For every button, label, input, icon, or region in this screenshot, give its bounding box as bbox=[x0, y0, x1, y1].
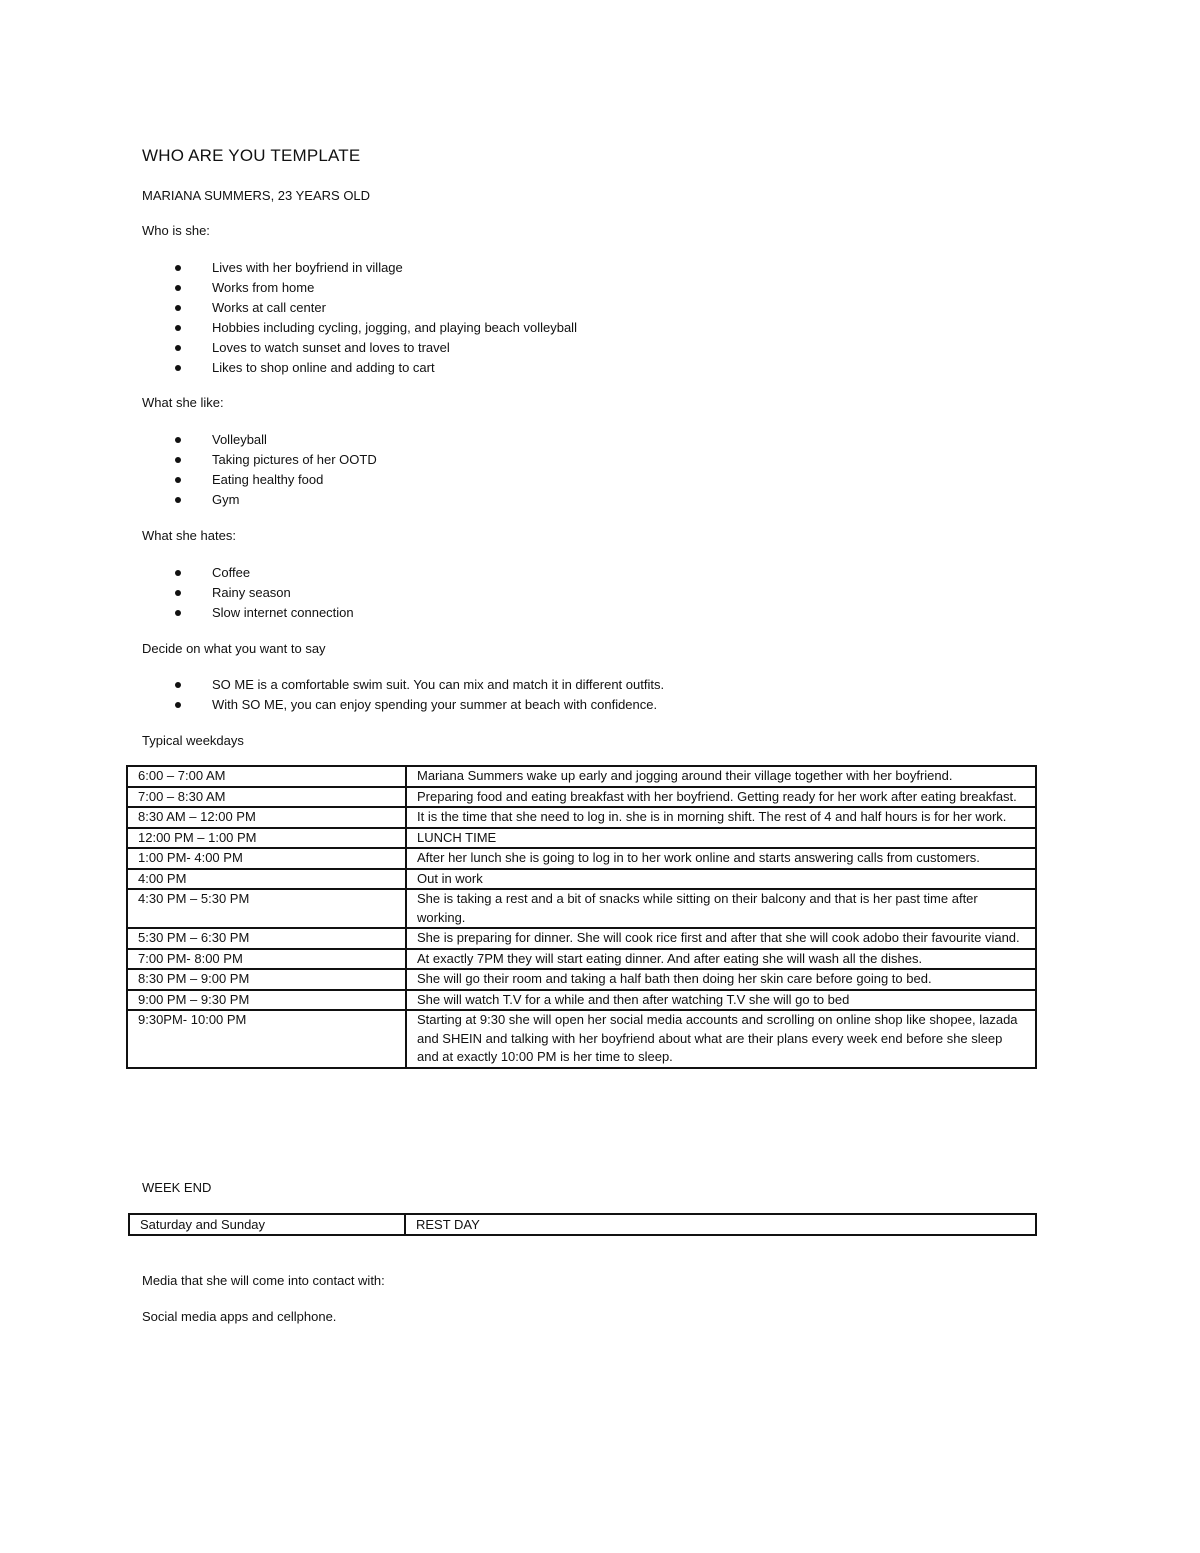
weekday-schedule-table bbox=[126, 765, 1037, 1069]
what-she-like-list bbox=[142, 430, 377, 510]
table-row bbox=[127, 969, 1036, 990]
table-row bbox=[127, 1010, 1036, 1068]
document-title: WHO ARE YOU TEMPLATE bbox=[142, 146, 361, 165]
bullet-icon bbox=[175, 265, 181, 271]
list-item: Eating healthy food bbox=[142, 470, 377, 490]
activity-cell: Out in work bbox=[406, 869, 1036, 890]
section-heading-who-is-she: Who is she: bbox=[142, 223, 210, 238]
bullet-icon bbox=[175, 477, 181, 483]
time-cell: 8:30 AM – 12:00 PM bbox=[127, 807, 406, 828]
list-item: Volleyball bbox=[142, 430, 377, 450]
what-to-say-list bbox=[142, 675, 664, 715]
bullet-icon bbox=[175, 345, 181, 351]
table-row bbox=[127, 787, 1036, 808]
list-item: Slow internet connection bbox=[142, 603, 354, 623]
list-item: Lives with her boyfriend in village bbox=[142, 258, 577, 278]
weekend-heading: WEEK END bbox=[142, 1180, 212, 1195]
activity-cell: Mariana Summers wake up early and jogging around their village together with her boyfriend. bbox=[406, 766, 1036, 787]
table-row bbox=[127, 766, 1036, 787]
time-cell: 4:00 PM bbox=[127, 869, 406, 890]
activity-cell: She is preparing for dinner. She will cook rice first and after that she will cook adobo their favourite viand. bbox=[406, 928, 1036, 949]
list-item: Taking pictures of her OOTD bbox=[142, 450, 377, 470]
weekend-schedule-table bbox=[128, 1213, 1037, 1236]
activity-cell: Starting at 9:30 she will open her social media accounts and scrolling on online shop like shopee, lazada and SHEIN and talking with her boyfriend about what are their plans every week end before she sleep and at exactly 10:00 PM is her time to sleep. bbox=[406, 1010, 1036, 1068]
list-item: Rainy season bbox=[142, 583, 354, 603]
list-item: Hobbies including cycling, jogging, and playing beach volleyball bbox=[142, 318, 577, 338]
section-heading-what-she-like: What she like: bbox=[142, 395, 224, 410]
activity-cell: She is taking a rest and a bit of snacks while sitting on their balcony and that is her past time after working. bbox=[406, 889, 1036, 928]
time-cell: 9:00 PM – 9:30 PM bbox=[127, 990, 406, 1011]
activity-cell: She will go their room and taking a half bath then doing her skin care before going to bed. bbox=[406, 969, 1036, 990]
table-row bbox=[127, 828, 1036, 849]
table-row bbox=[127, 990, 1036, 1011]
table-row bbox=[127, 848, 1036, 869]
bullet-icon bbox=[175, 702, 181, 708]
bullet-icon bbox=[175, 610, 181, 616]
list-item: With SO ME, you can enjoy spending your summer at beach with confidence. bbox=[142, 695, 664, 715]
time-cell: 9:30PM- 10:00 PM bbox=[127, 1010, 406, 1068]
activity-cell: She will watch T.V for a while and then after watching T.V she will go to bed bbox=[406, 990, 1036, 1011]
weekdays-heading: Typical weekdays bbox=[142, 733, 244, 748]
section-heading-what-to-say: Decide on what you want to say bbox=[142, 641, 326, 656]
time-cell: 1:00 PM- 4:00 PM bbox=[127, 848, 406, 869]
media-heading: Media that she will come into contact with: bbox=[142, 1273, 385, 1288]
bullet-icon bbox=[175, 325, 181, 331]
activity-cell: It is the time that she need to log in. she is in morning shift. The rest of 4 and half hours is for her work. bbox=[406, 807, 1036, 828]
list-item: Works at call center bbox=[142, 298, 577, 318]
time-cell: 8:30 PM – 9:00 PM bbox=[127, 969, 406, 990]
list-item: Gym bbox=[142, 490, 377, 510]
bullet-icon bbox=[175, 682, 181, 688]
time-cell: 12:00 PM – 1:00 PM bbox=[127, 828, 406, 849]
bullet-icon bbox=[175, 457, 181, 463]
bullet-icon bbox=[175, 437, 181, 443]
activity-cell: Preparing food and eating breakfast with her boyfriend. Getting ready for her work after eating breakfast. bbox=[406, 787, 1036, 808]
bullet-icon bbox=[175, 365, 181, 371]
time-cell: 4:30 PM – 5:30 PM bbox=[127, 889, 406, 928]
activity-cell: LUNCH TIME bbox=[406, 828, 1036, 849]
activity-cell: REST DAY bbox=[405, 1214, 1036, 1235]
list-item: Coffee bbox=[142, 563, 354, 583]
bullet-icon bbox=[175, 590, 181, 596]
bullet-icon bbox=[175, 497, 181, 503]
table-row bbox=[127, 807, 1036, 828]
persona-name-age: MARIANA SUMMERS, 23 YEARS OLD bbox=[142, 188, 371, 203]
bullet-icon bbox=[175, 305, 181, 311]
media-text: Social media apps and cellphone. bbox=[142, 1309, 337, 1324]
bullet-icon bbox=[175, 570, 181, 576]
table-row bbox=[127, 889, 1036, 928]
time-cell: 7:00 PM- 8:00 PM bbox=[127, 949, 406, 970]
list-item: SO ME is a comfortable swim suit. You can mix and match it in different outfits. bbox=[142, 675, 664, 695]
list-item: Loves to watch sunset and loves to travel bbox=[142, 338, 577, 358]
list-item: Likes to shop online and adding to cart bbox=[142, 358, 577, 378]
time-cell: Saturday and Sunday bbox=[129, 1214, 405, 1235]
list-item: Works from home bbox=[142, 278, 577, 298]
section-heading-what-she-hates: What she hates: bbox=[142, 528, 236, 543]
time-cell: 7:00 – 8:30 AM bbox=[127, 787, 406, 808]
time-cell: 6:00 – 7:00 AM bbox=[127, 766, 406, 787]
activity-cell: After her lunch she is going to log in to her work online and starts answering calls from customers. bbox=[406, 848, 1036, 869]
what-she-hates-list bbox=[142, 563, 354, 623]
bullet-icon bbox=[175, 285, 181, 291]
table-row bbox=[129, 1214, 1036, 1235]
table-row bbox=[127, 928, 1036, 949]
table-row bbox=[127, 869, 1036, 890]
activity-cell: At exactly 7PM they will start eating dinner. And after eating she will wash all the dishes. bbox=[406, 949, 1036, 970]
time-cell: 5:30 PM – 6:30 PM bbox=[127, 928, 406, 949]
who-is-she-list bbox=[142, 258, 577, 378]
table-row bbox=[127, 949, 1036, 970]
